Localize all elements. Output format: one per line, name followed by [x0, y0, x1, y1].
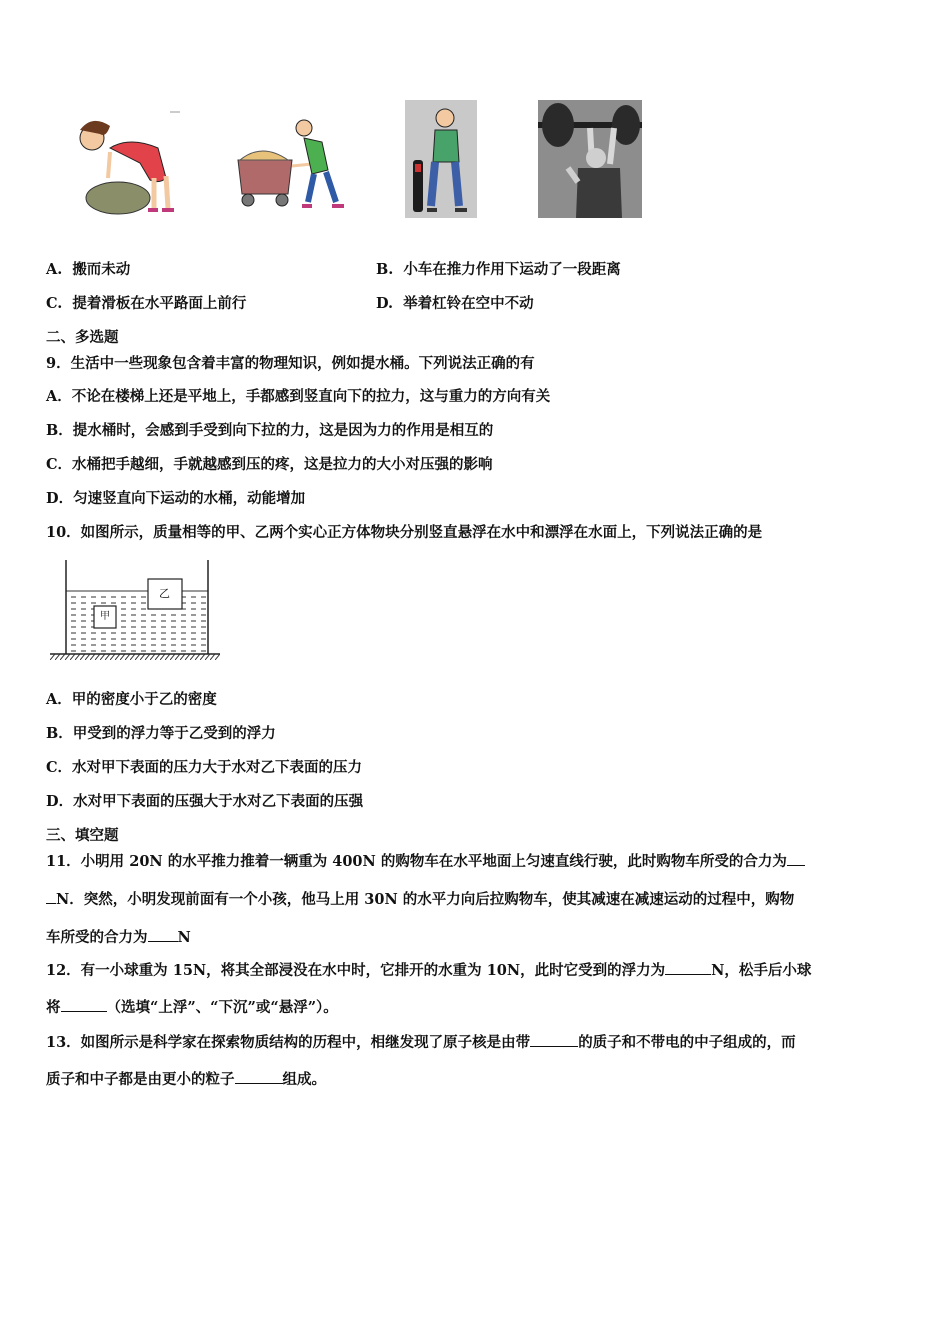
q8-option-c	[46, 294, 246, 314]
q13-line-2	[46, 1070, 326, 1090]
q11-line-3	[46, 928, 191, 948]
q12-blank-2[interactable]	[61, 1011, 107, 1012]
figure-man-carrying-skateboard	[405, 100, 477, 218]
q12-line-2-text-a: 将	[46, 999, 61, 1016]
q12-blank-1[interactable]	[665, 974, 711, 975]
q9-option-c: C．水桶把手越细，手就越感到压的疼，这是拉力的大小对压强的影响	[46, 456, 493, 473]
q13-line-2-text-b: 组成。	[282, 1071, 326, 1088]
q8-option-b-letter: B.	[376, 261, 394, 278]
q8-option-d	[376, 294, 534, 314]
figure-boy-pushing-cart	[232, 116, 350, 214]
q8-option-a-letter: A.	[46, 261, 63, 278]
q9-option-a: A．不论在楼梯上还是平地上，手都感到竖直向下的拉力，这与重力的方向有关	[46, 388, 551, 405]
figure-weightlifter	[538, 100, 642, 218]
q12-line-1	[46, 961, 811, 981]
q11-line-1-text: 11．小明用 20N 的水平推力推着一辆重为 400N 的购物车在水平地面上匀速直线行驶，此时购物车所受的合力为	[46, 853, 787, 870]
q10-option-a: A．甲的密度小于乙的密度	[46, 691, 217, 708]
q11-line-2-text: N．突然，小明发现前面有一个小孩，他马上用 30N 的水平力向后拉购物车，使其减速在减速运动的过程中，购物	[56, 891, 795, 908]
q8-option-c-text: 提着滑板在水平路面上前行	[72, 295, 247, 312]
q8-option-d-letter: D.	[376, 295, 394, 312]
q10-stem: 10．如图所示，质量相等的甲、乙两个实心正方体物块分别竖直悬浮在水中和漂浮在水面上，下列说法正确的是	[46, 524, 763, 541]
q8-option-d-text: 举着杠铃在空中不动	[403, 295, 534, 312]
q11-line-3-text-a: 车所受的合力为	[46, 929, 148, 946]
section-title-multiple-choice: 二、多选题	[46, 329, 119, 346]
q13-line-1-text-a: 13．如图所示是科学家在探索物质结构的历程中，相继发现了原子核是由带	[46, 1034, 531, 1051]
q9-option-b: B．提水桶时，会感到手受到向下拉的力，这是因为力的作用是相互的	[46, 422, 494, 439]
water-tank-drawing	[50, 558, 220, 662]
q11-line-1	[46, 852, 805, 872]
q9-stem: 9．生活中一些现象包含着丰富的物理知识，例如提水桶。下列说法正确的有	[46, 355, 535, 372]
q11-blank-1b[interactable]	[46, 903, 56, 904]
q8-option-b	[376, 260, 621, 280]
q11-blank-1a[interactable]	[787, 865, 805, 866]
q8-option-a-text: 搬而未动	[72, 261, 131, 278]
section-title-fill-in-blank: 三、填空题	[46, 827, 119, 844]
figure-woman-lifting-bag	[70, 108, 198, 218]
q13-line-2-text-a: 质子和中子都是由更小的粒子	[46, 1071, 235, 1088]
q12-line-1-text-a: 12．有一小球重为 15N，将其全部浸没在水中时，它排开的水重为 10N，此时它受到的浮力为	[46, 962, 666, 979]
q8-option-c-letter: C.	[46, 295, 63, 312]
q10-option-d: D．水对甲下表面的压强大于水对乙下表面的压强	[46, 793, 364, 810]
figure-water-tank	[50, 558, 220, 662]
q13-blank-2[interactable]	[235, 1083, 283, 1084]
q8-option-b-text: 小车在推力作用下运动了一段距离	[403, 261, 621, 278]
q10-option-b: B．甲受到的浮力等于乙受到的浮力	[46, 725, 276, 742]
q12-line-2-text-b: （选填“上浮”、“下沉”或“悬浮”）。	[106, 999, 338, 1016]
block-jia-label: 甲	[100, 611, 110, 622]
block-yi-label: 乙	[159, 587, 170, 600]
q13-line-1	[46, 1033, 796, 1053]
q11-line-2	[46, 890, 794, 910]
q11-blank-2[interactable]	[148, 941, 178, 942]
q10-option-c: C．水对甲下表面的压力大于水对乙下表面的压力	[46, 759, 363, 776]
q8-option-a	[46, 260, 130, 280]
q13-blank-1[interactable]	[530, 1046, 578, 1047]
q12-line-1-text-b: N，松手后小球	[711, 962, 812, 979]
q13-line-1-text-b: 的质子和不带电的中子组成的，而	[578, 1034, 796, 1051]
q9-option-d: D．匀速竖直向下运动的水桶，动能增加	[46, 490, 306, 507]
q12-line-2	[46, 998, 338, 1018]
q11-line-3-text-b: N	[177, 929, 191, 946]
